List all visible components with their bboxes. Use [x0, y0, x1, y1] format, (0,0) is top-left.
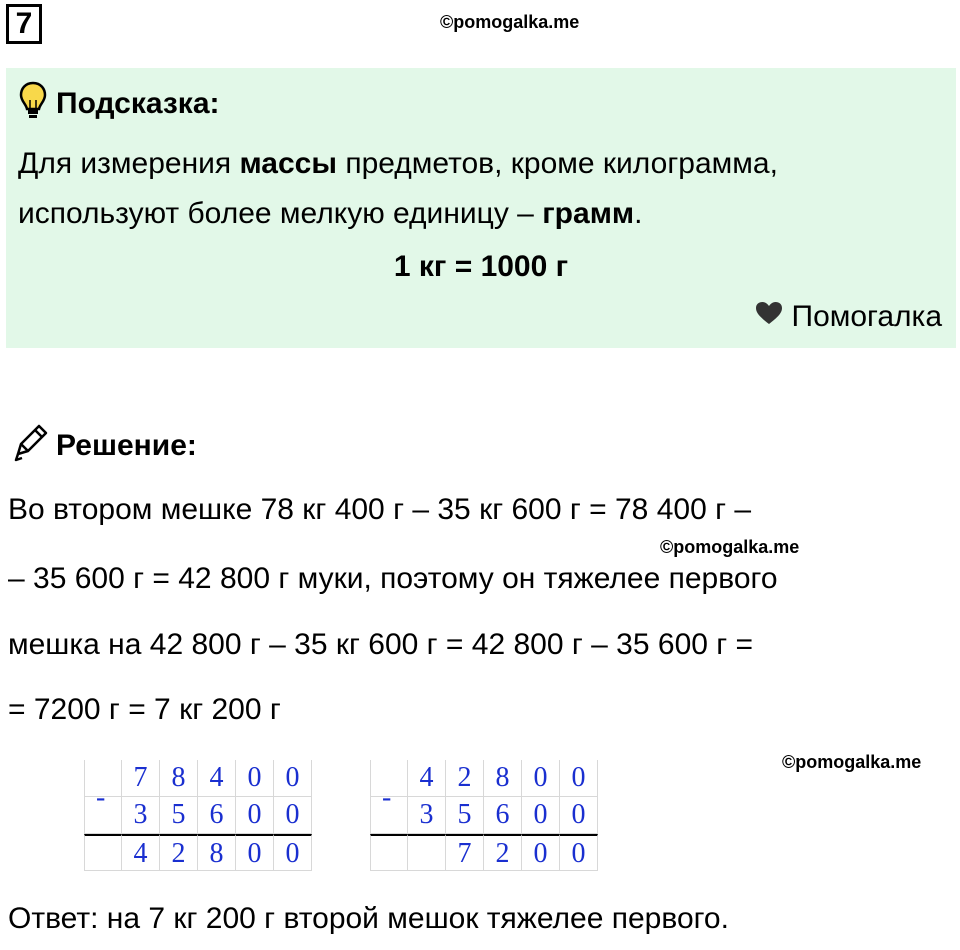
- digit-cell: 0: [560, 834, 598, 871]
- digit-cell: 6: [198, 797, 236, 834]
- column-subtraction-2: [370, 760, 598, 871]
- watermark: ©pomogalka.me: [440, 12, 580, 32]
- digit-cell: 0: [522, 797, 560, 834]
- digit-cell: 8: [484, 760, 522, 797]
- digit-cell: 3: [122, 797, 160, 834]
- solution-title-text: Решение:: [56, 429, 197, 462]
- digit-cell: 6: [484, 797, 522, 834]
- minus-sign: -: [382, 782, 392, 813]
- digit-cell: 0: [274, 834, 312, 871]
- solution-line-4: = 7200 г = 7 кг 200 г: [8, 693, 281, 726]
- digit-cell: 2: [446, 760, 484, 797]
- solution-line-1: Во втором мешке 78 кг 400 г – 35 кг 600 г = 78 400 г –: [8, 493, 752, 526]
- digit-cell: 0: [236, 760, 274, 797]
- digit-cell: 4: [122, 834, 160, 871]
- digit-cell: 0: [274, 797, 312, 834]
- hint-text: Для измерения: [18, 147, 240, 180]
- digit-cell: [84, 834, 122, 871]
- subtrahend-row: [84, 797, 312, 834]
- brand-signature: [754, 300, 943, 334]
- digit-cell: 0: [236, 834, 274, 871]
- hint-text: используют более мелкую единицу –: [18, 197, 543, 230]
- watermark: ©pomogalka.me: [660, 537, 800, 557]
- digit-cell: 4: [198, 760, 236, 797]
- hint-formula: 1 кг = 1000 г: [393, 250, 569, 283]
- hint-text: .: [634, 197, 643, 230]
- digit-cell: 0: [236, 797, 274, 834]
- result-row: [84, 834, 312, 871]
- digit-cell: 7: [122, 760, 160, 797]
- heart-icon: [754, 300, 784, 334]
- hint-title-text: Подсказка:: [56, 87, 220, 120]
- digit-cell: 5: [446, 797, 484, 834]
- digit-cell: 0: [560, 760, 598, 797]
- hint-term-gram: грамм: [542, 197, 635, 230]
- column-subtraction-1: [84, 760, 312, 871]
- digit-cell: [408, 834, 446, 871]
- digit-cell: 8: [160, 760, 198, 797]
- watermark: ©pomogalka.me: [782, 752, 922, 772]
- pencil-icon: [10, 422, 50, 470]
- brand-name: Помогалка: [791, 300, 942, 333]
- hint-text: предметов, кроме килограмма,: [336, 147, 778, 180]
- hint-line-2: [18, 197, 642, 231]
- digit-cell: 2: [484, 834, 522, 871]
- hint-term-mass: массы: [239, 147, 337, 180]
- digit-cell: 0: [522, 760, 560, 797]
- solution-line-2: – 35 600 г = 42 800 г муки, поэтому он тяжелее первого: [8, 562, 778, 595]
- solution-title: [10, 422, 197, 470]
- answer: Ответ: на 7 кг 200 г второй мешок тяжелее первого.: [8, 902, 729, 935]
- lightbulb-icon: [18, 80, 48, 128]
- digit-cell: 8: [198, 834, 236, 871]
- minuend-row: [84, 760, 312, 797]
- result-row: [370, 834, 598, 871]
- subtrahend-row: [370, 797, 598, 834]
- digit-cell: 3: [408, 797, 446, 834]
- digit-cell: 0: [274, 760, 312, 797]
- digit-cell: 0: [522, 834, 560, 871]
- hint-line-1: [18, 147, 778, 181]
- digit-cell: 2: [160, 834, 198, 871]
- minuend-row: [370, 760, 598, 797]
- solution-line-3: мешка на 42 800 г – 35 кг 600 г = 42 800 г – 35 600 г =: [8, 628, 754, 661]
- digit-cell: 0: [560, 797, 598, 834]
- digit-cell: 7: [446, 834, 484, 871]
- minus-sign: -: [96, 782, 106, 813]
- digit-cell: 5: [160, 797, 198, 834]
- digit-cell: [370, 834, 408, 871]
- task-number: 7: [6, 4, 42, 44]
- digit-cell: 4: [408, 760, 446, 797]
- hint-title: [18, 80, 220, 128]
